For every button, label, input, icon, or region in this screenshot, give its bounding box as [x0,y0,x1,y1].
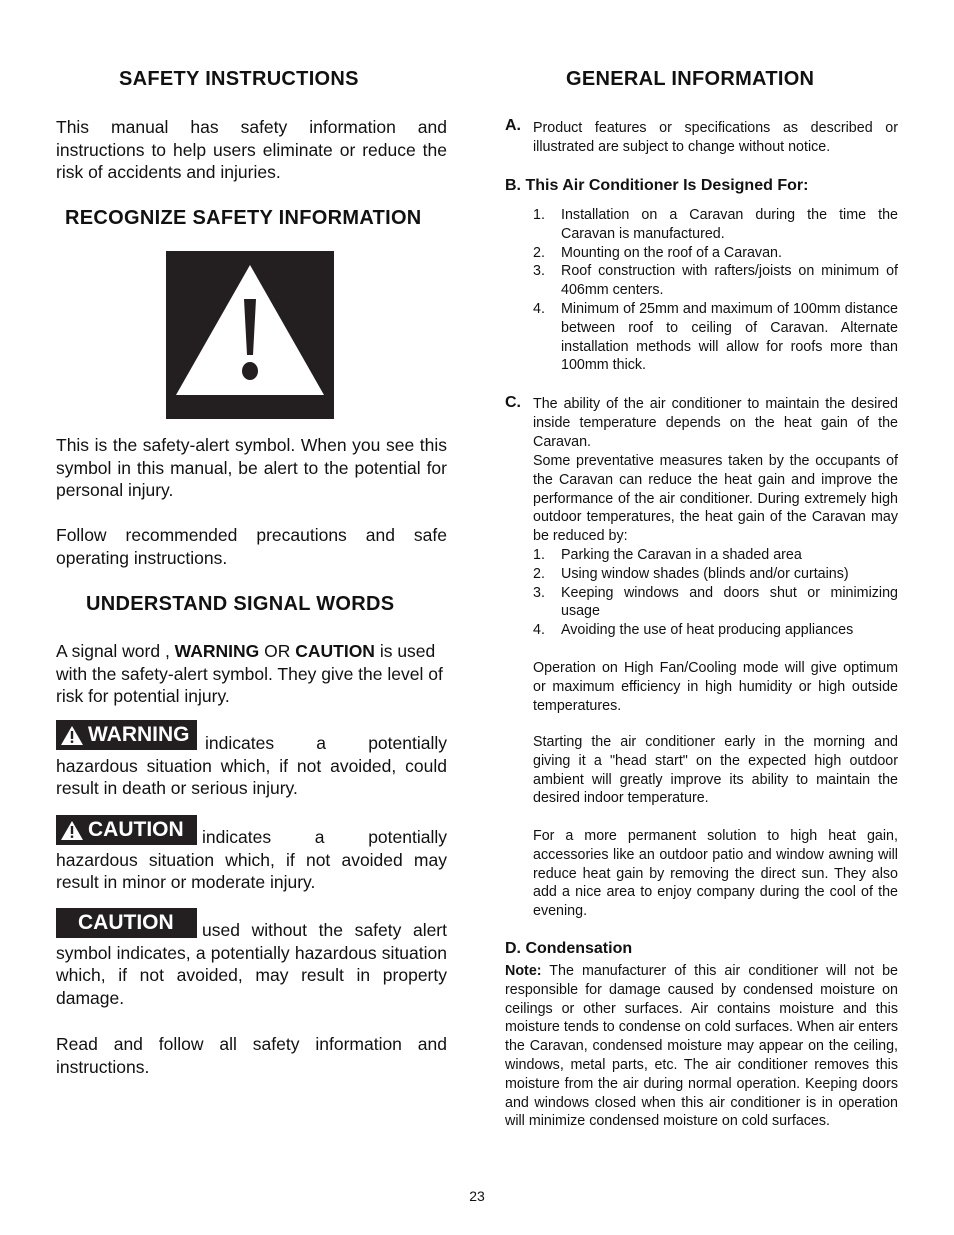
list-item-text: Mounting on the roof of a Caravan. [561,244,782,261]
list-item-text: Parking the Caravan in a shaded area [561,547,802,563]
list-item-text: Using window shades (blinds and/or curtains) [561,565,849,582]
note-label: Note: [505,963,542,979]
high-fan-paragraph: Operation on High Fan/Cooling mode will give optimum or maximum efficiency in high humidity or high outside temperatures. [533,660,898,714]
recognize-safety-heading: RECOGNIZE SAFETY INFORMATION [65,207,422,229]
warning-description: indicates a potentially hazardous situation which, if not avoided, could result in death or serious injury. [56,733,447,799]
caution-plain-badge-label: CAUTION [78,911,174,934]
list-item [533,244,898,263]
list-item-text: Minimum of 25mm and maximum of 100mm distance between roof to ceiling of Caravan. Alternate installation methods will allow for roofs more than 100mm thick. [561,300,898,374]
warning-badge-label: WARNING [88,723,190,746]
safety-instructions-heading: SAFETY INSTRUCTIONS [119,68,359,90]
list-item [533,621,898,640]
section-a-label: A. [505,117,521,134]
signal-warning-word: WARNING [174,641,260,661]
caution-plain-paragraph [56,919,447,1009]
signal-pre-text: A signal word , [56,641,175,661]
list-item-number: 1. [533,207,545,223]
condensation-note [505,962,898,1131]
list-item-number: 3. [533,263,545,280]
general-information-heading: GENERAL INFORMATION [566,68,815,90]
section-b-heading: B. This Air Conditioner Is Designed For: [505,177,809,194]
signal-word-paragraph [56,640,447,708]
warning-paragraph [56,732,447,800]
permanent-solution-paragraph: For a more permanent solution to high heat gain, accessories like an outdoor patio and window awning will reduce heat gain by removing the direct sun. They also add a nice area to enjoy company during the cool of the evening. [533,828,898,920]
list-item-number: 3. [533,584,545,601]
page-number: 23 [469,1188,485,1204]
list-item-number: 4. [533,300,545,317]
follow-precautions-paragraph: Follow recommended precautions and safe operating instructions. [56,525,447,568]
signal-caution-word: CAUTION [295,641,375,661]
read-follow-paragraph: Read and follow all safety information and instructions. [56,1034,447,1077]
caution-description: indicates a potentially hazardous situation which, if not avoided may result in minor or moderate injury. [56,827,447,893]
section-c-label: C. [505,394,521,411]
safety-intro-paragraph: This manual has safety information and instructions to help users eliminate or reduce the risk of accidents and injuries. [56,117,447,183]
caution-plain-description: used without the safety alert symbol indicates, a potentially hazardous situation which, if not avoided, may result in property damage. [56,920,447,1008]
section-c-text-1: The ability of the air conditioner to maintain the desired inside temperature depends on the heat gain of the Caravan. [533,396,898,450]
list-item [533,206,898,244]
list-item-text: Keeping windows and doors shut or minimizing usage [561,584,898,620]
section-c-list [533,546,898,640]
list-item [533,546,898,565]
early-start-paragraph: Starting the air conditioner early in the morning and giving it a "head start" on the expected high outdoor ambient will greatly improve its ability to maintain the desired indoor temperature. [533,734,898,807]
alert-symbol-paragraph: This is the safety-alert symbol. When you see this symbol in this manual, be alert to the potential for personal injury. [56,435,447,501]
list-item [533,565,898,584]
list-item-number: 4. [533,622,545,639]
list-item-number: 2. [533,244,545,261]
list-item-number: 1. [533,547,545,563]
list-item [533,262,898,300]
caution-badge-label: CAUTION [88,818,184,841]
list-item-text: Installation on a Caravan during the time the Caravan is manufactured. [561,207,898,242]
section-b-list [533,206,898,375]
caution-paragraph [56,826,447,894]
list-item-number: 2. [533,565,545,582]
list-item [533,300,898,375]
list-item-text: Roof construction with rafters/joists on minimum of 406mm centers. [561,263,898,299]
section-c-text-2: Some preventative measures taken by the occupants of the Caravan can reduce the heat gain and improve the performance of the air conditioner. During extremely high outdoor temperatures, the heat gain of the Caravan may be reduced by: [533,453,898,545]
section-a-text: Product features or specifications as described or illustrated are subject to change without notice. [533,120,898,155]
signal-words-heading: UNDERSTAND SIGNAL WORDS [86,593,395,615]
section-d-heading: D. Condensation [505,940,633,957]
list-item-text: Avoiding the use of heat producing appliances [561,622,854,639]
note-text: The manufacturer of this air conditioner will not be responsible for damage caused by condensed moisture on ceilings or other surfaces. Air contains moisture and this moisture tends to condense on cold surfaces. When air enters the Caravan, condensed moisture may appear on the ceiling, windows, metal parts, etc. The air conditioner removes this moisture from the air during normal operation. Keeping doors and windows closed when this air conditioner is in operation will minimize condensed moisture on cold surfaces. [505,963,898,1130]
signal-post-text: is used with the safety-alert symbol. They give the level of risk for potential injury. [56,641,443,707]
signal-or-text: OR [259,641,296,661]
list-item [533,584,898,622]
safety-alert-symbol-icon [166,251,334,419]
